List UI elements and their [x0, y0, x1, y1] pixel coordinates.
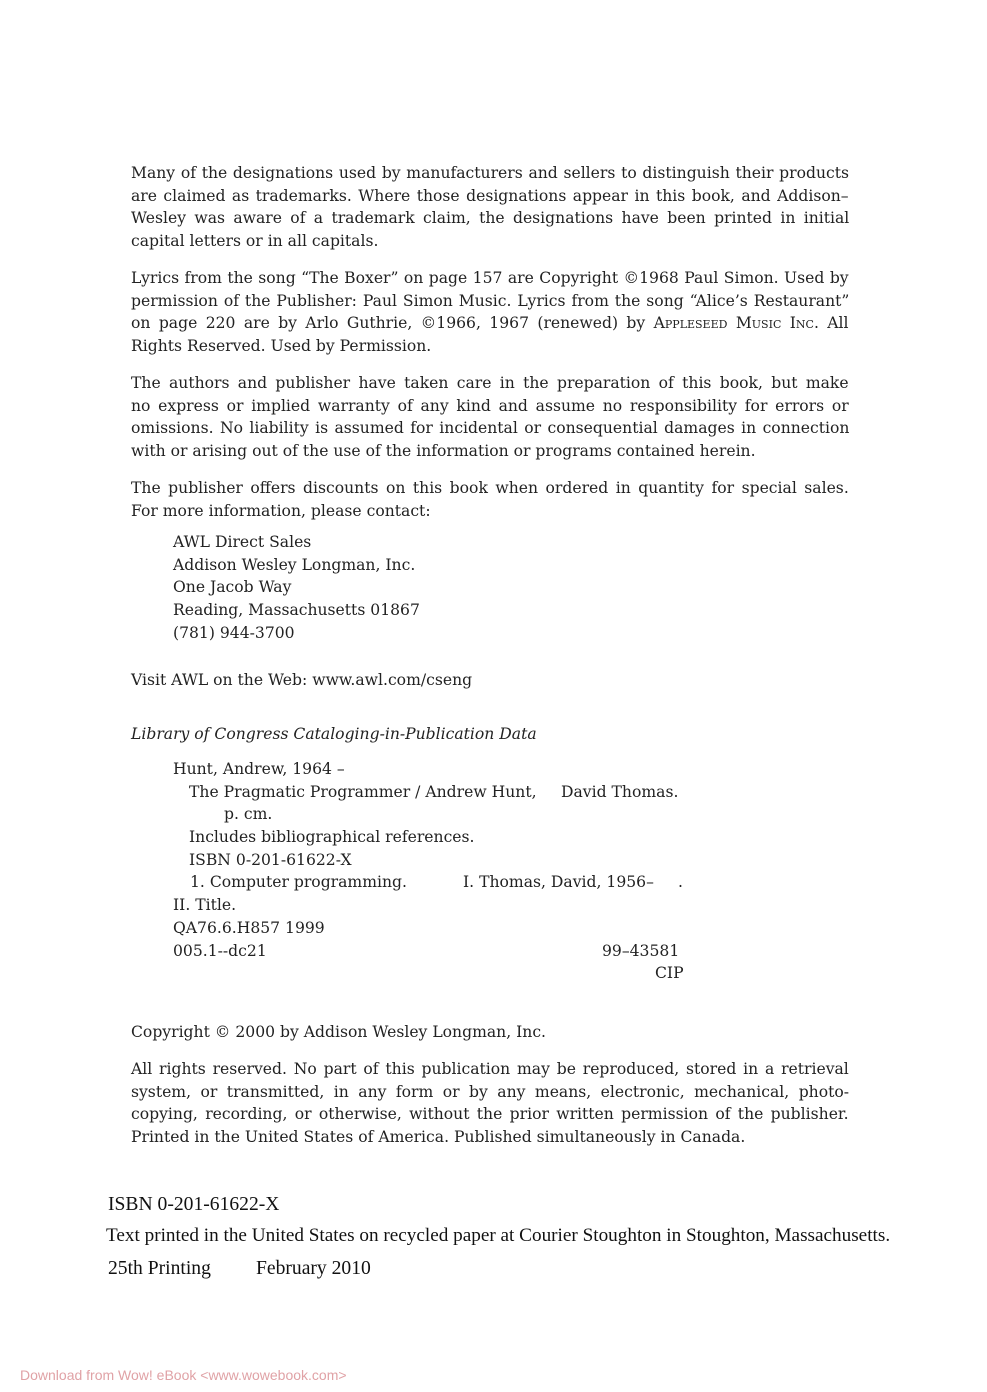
- cip-subject-a: 1. Computer programming.: [190, 873, 407, 891]
- trademark-line: capital letters or in all capitals.: [131, 232, 379, 251]
- cip-subject-b: I. Thomas, David, 1956–: [463, 873, 654, 891]
- address-line: (781) 944-3700: [173, 624, 295, 642]
- cip-lc-class: QA76.6.H857 1999: [173, 919, 325, 937]
- cip-author: Hunt, Andrew, 1964 –: [173, 760, 345, 778]
- copyright-line: Copyright © 2000 by Addison Wesley Longman, Inc.: [131, 1023, 547, 1041]
- warranty-line: no express or implied warranty of any kind and assume no responsibility for errors or: [131, 396, 849, 415]
- lyrics-line: Lyrics from the song “The Boxer” on page 157 are Copyright ©1968 Paul Simon. Used by: [131, 269, 849, 287]
- printing-date: February 2010: [256, 1258, 371, 1279]
- rights-line: copying, recording, or otherwise, without the prior written permission of the publisher.: [131, 1105, 849, 1124]
- cip-mark: CIP: [655, 964, 684, 982]
- lyrics-line: Rights Reserved. Used by Permission.: [131, 337, 432, 356]
- printed-text: Text printed in the United States on recycled paper at Courier Stoughton in Stoughton, Massachusetts.: [106, 1225, 891, 1246]
- address-line: Addison Wesley Longman, Inc.: [173, 556, 416, 574]
- print-isbn: ISBN 0-201-61622-X: [108, 1194, 280, 1215]
- cip-dewey: 005.1--dc21: [173, 942, 267, 960]
- rights-line: Printed in the United States of America. Published simultaneously in Canada.: [131, 1128, 746, 1147]
- cip-lccn: 99–43581: [602, 942, 680, 960]
- cip-title-a: The Pragmatic Programmer / Andrew Hunt,: [189, 783, 537, 801]
- publisher-smallcaps: Appleseed Music Inc: [653, 314, 814, 333]
- lyrics-line-text: on page 220 are by Arlo Guthrie, ©1966, 1967 (renewed) by: [131, 314, 654, 333]
- lyrics-line-text: . All: [813, 314, 849, 333]
- cip-title-entry: II. Title.: [173, 896, 237, 914]
- warranty-line: omissions. No liability is assumed for incidental or consequential damages in connection: [131, 419, 850, 438]
- footer-download-link[interactable]: Download from Wow! eBook <www.wowebook.com>: [20, 1367, 347, 1383]
- trademark-line: are claimed as trademarks. Where those designations appear in this book, and Addison–: [131, 186, 849, 205]
- web-address-line: Visit AWL on the Web: www.awl.com/cseng: [131, 671, 473, 689]
- warranty-line: The authors and publisher have taken care in the preparation of this book, but make: [131, 374, 849, 392]
- lyrics-line: [131, 312, 849, 335]
- cip-title-b: David Thomas.: [561, 783, 679, 801]
- trademark-line: Many of the designations used by manufacturers and sellers to distinguish their products: [131, 164, 849, 182]
- rights-line: All rights reserved. No part of this publication may be reproduced, stored in a retrieval: [131, 1060, 849, 1078]
- printing-number: 25th Printing: [108, 1258, 211, 1279]
- cip-pages: p. cm.: [224, 805, 273, 823]
- address-line: One Jacob Way: [173, 578, 292, 596]
- trademark-line: Wesley was aware of a trademark claim, the designations have been printed in initial: [131, 209, 850, 228]
- cip-subject-c: .: [678, 873, 683, 891]
- cip-isbn: ISBN 0-201-61622-X: [189, 851, 352, 869]
- lyrics-line: permission of the Publisher: Paul Simon Music. Lyrics from the song “Alice’s Restaurant”: [131, 291, 850, 310]
- warranty-line: with or arising out of the use of the information or programs contained herein.: [131, 442, 756, 461]
- cip-heading: Library of Congress Cataloging-in-Publication Data: [131, 725, 537, 743]
- address-line: AWL Direct Sales: [173, 533, 312, 551]
- discount-line: For more information, please contact:: [131, 501, 431, 520]
- rights-line: system, or transmitted, in any form or by any means, electronic, mechanical, photo-: [131, 1082, 850, 1101]
- address-line: Reading, Massachusetts 01867: [173, 601, 420, 619]
- cip-references: Includes bibliographical references.: [189, 828, 475, 846]
- discount-line: The publisher offers discounts on this book when ordered in quantity for special sales.: [131, 479, 849, 497]
